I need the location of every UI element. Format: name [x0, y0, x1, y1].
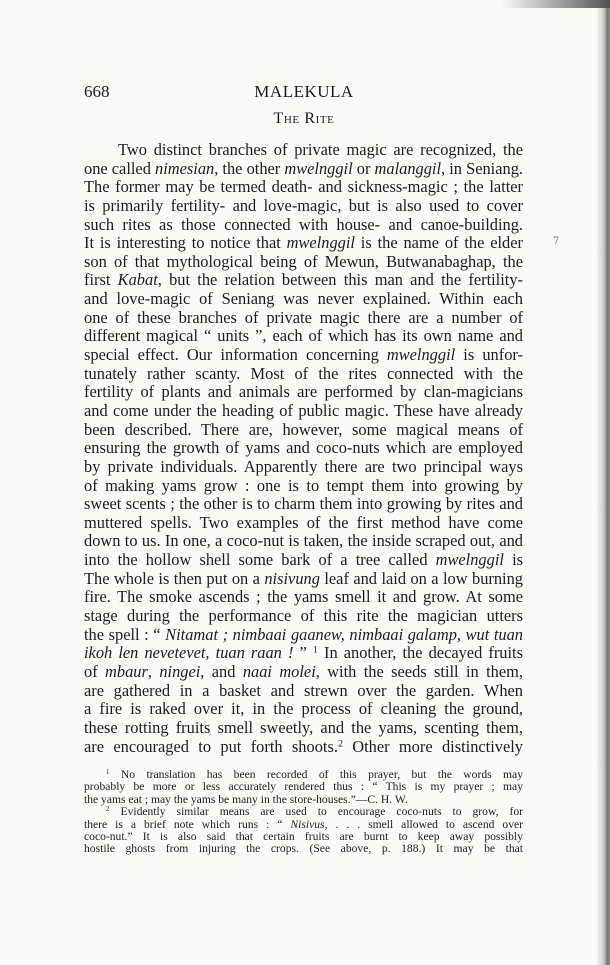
body-line — [84, 141, 523, 160]
body-line — [84, 719, 523, 738]
text-run: ensuring the growth of yams and coco-nuts which are employed — [84, 439, 523, 458]
footnote-line — [84, 843, 523, 855]
footnotes — [84, 769, 523, 856]
body-line — [84, 644, 523, 663]
text-run: leaf and laid on a low burning — [319, 569, 523, 588]
italic-term: nisivung — [264, 569, 320, 588]
body-line — [84, 477, 523, 496]
italic-term: Nitamat ; nimbaai gaanew, nimbaai galamp, wut tuan — [165, 625, 523, 644]
text-run: first — [84, 271, 118, 290]
text-run: different magical “ units ”, each of which has its own name and — [84, 327, 523, 346]
text-run: Other more distinctively — [342, 737, 523, 756]
body-line — [84, 607, 523, 626]
text-run: into the hollow shell some bark of a tree called — [84, 551, 436, 570]
footnote-marker: 1 — [312, 644, 318, 656]
body-text — [84, 141, 523, 756]
text-run: special effect. Our information concerning — [84, 346, 387, 365]
body-line — [84, 626, 523, 645]
body-line — [84, 700, 523, 719]
body-line — [84, 309, 523, 328]
footnote-line — [84, 769, 523, 781]
footnote-line — [84, 806, 523, 818]
text-run: such rites as those connected with house- and canoe-building. — [84, 215, 523, 234]
body-line — [84, 663, 523, 682]
body-line — [84, 495, 523, 514]
body-line — [84, 253, 523, 272]
text-run: the yams eat ; may the yams be many in the store-houses.”—C. H. W. — [84, 793, 408, 806]
italic-term: mbaur — [105, 662, 148, 681]
body-line — [84, 439, 523, 458]
body-line — [84, 178, 523, 197]
text-run: is primarily fertility- and love-magic, but is also used to cover — [84, 196, 523, 215]
text-run: there is a brief note which runs : “ — [84, 818, 291, 831]
text-run: is the name of the elder — [354, 234, 523, 253]
text-run: a fire is raked over it, in the process of cleaning the ground, — [84, 700, 523, 719]
scan-page-edge-shadow — [596, 0, 610, 965]
text-run: , . . . smell allowed to ascend over — [324, 818, 523, 831]
body-line — [84, 514, 523, 533]
text-run: It is interesting to notice that — [84, 234, 287, 253]
body-line — [84, 290, 523, 309]
body-line — [84, 327, 523, 346]
text-run: of — [84, 662, 106, 681]
italic-term: mwelnggil — [286, 234, 355, 253]
footnote-marker: 1 — [106, 769, 110, 777]
body-line — [84, 458, 523, 477]
text-run: ” — [293, 644, 313, 663]
text-run: fertility of plants and animals are performed by clan-magicians — [84, 383, 523, 402]
footnote-line — [84, 794, 523, 806]
body-line — [84, 365, 523, 384]
footnote-line — [84, 819, 523, 831]
italic-term: mwelnggil — [386, 346, 456, 365]
text-run: Evidently similar means are used to encourage coco-nuts to grow, for — [109, 806, 523, 819]
italic-term: malanggil — [374, 159, 442, 178]
footnote-line — [84, 831, 523, 843]
text-run: , and — [200, 662, 243, 681]
text-run: one called — [84, 159, 156, 178]
text-run: or — [352, 159, 375, 178]
italic-term: mwelnggil — [284, 159, 353, 178]
body-line — [84, 216, 523, 235]
scan-top-edge-shadow — [500, 0, 610, 8]
text-run: , the other — [214, 159, 285, 178]
body-line — [84, 346, 523, 365]
text-run: of making yams grow : one is to tempt them into growing by — [84, 476, 523, 495]
page-number: 668 — [84, 82, 110, 101]
text-run: sweet scents ; the other is to charm them into growing by rites and — [84, 495, 523, 514]
italic-term: ningei — [159, 662, 201, 681]
italic-term: mwelnggil — [435, 551, 504, 570]
footnote-marker: 2 — [337, 738, 343, 750]
text-run: coco-nut.” It is also said that certain fruits are burnt to keep away possibly — [84, 830, 523, 843]
text-run: tunately rather scanty. Most of the rites connected with the — [84, 364, 523, 383]
text-run: these rotting fruits smell sweetly, and the yams, scenting them, — [84, 718, 523, 737]
text-run: , but the relation between this man and the fertility- — [157, 271, 523, 290]
text-run: , with the seeds still in them, — [315, 662, 523, 681]
text-run: The former may be termed death- and sickness-magic ; the latter — [84, 178, 523, 197]
footnote-marker: 2 — [106, 806, 110, 814]
text-run: one of these branches of private magic there are a number of — [84, 308, 523, 327]
body-line — [84, 570, 523, 589]
text-run: stage during the performance of this rite the magician utters — [84, 607, 523, 626]
text-run: Two distinct branches of private magic are recognized, the — [118, 141, 523, 159]
body-line — [84, 197, 523, 216]
italic-term: nimesian — [155, 159, 215, 178]
text-run: is unfor- — [455, 346, 523, 365]
text-run: , — [147, 662, 160, 681]
section-title: The Rite — [273, 110, 335, 127]
text-run: been described. There are, however, some magical means of — [84, 420, 523, 439]
body-line — [84, 738, 523, 757]
italic-term: ikoh len nevetevet, tuan raan ! — [84, 644, 294, 663]
body-line — [84, 402, 523, 421]
text-run: are gathered in a basket and strewn over the garden. When — [84, 681, 523, 700]
text-run: are encouraged to put forth shoots. — [84, 737, 338, 756]
body-line — [84, 588, 523, 607]
margin-mark: 7 — [553, 236, 560, 247]
italic-term: naai molei — [242, 662, 316, 681]
body-line — [84, 271, 523, 290]
body-line — [84, 383, 523, 402]
text-run: the spell : “ — [84, 625, 166, 644]
italic-term: Kabat — [117, 271, 158, 290]
text-run: is — [512, 551, 523, 570]
italic-term: Nisivus — [290, 818, 325, 831]
text-run: probably be more or less accurately rendered thus : “ This is my prayer ; may — [84, 781, 523, 794]
body-line — [84, 421, 523, 440]
text-run: muttered spells. Two examples of the first method have come — [84, 513, 523, 532]
text-run: by private individuals. Apparently there are two principal ways — [84, 457, 523, 476]
text-run: No translation has been recorded of this prayer, but the words may — [109, 769, 523, 781]
body-line — [84, 532, 523, 551]
text-run: hostile ghosts from injuring the crops. (See above, p. 188.) It may be that — [84, 843, 523, 856]
body-line — [84, 551, 523, 570]
text-run: The whole is then put on a — [84, 569, 265, 588]
body-line — [84, 682, 523, 701]
text-run: In another, the decayed fruits — [317, 644, 523, 663]
body-line — [84, 234, 523, 253]
text-run: , in Seniang. — [441, 159, 523, 178]
text-run: son of that mythological being of Mewun, Butwanabaghap, the — [84, 252, 523, 271]
running-title: MALEKULA — [254, 82, 354, 101]
text-run: and come under the heading of public magic. These have already — [84, 401, 523, 420]
text-run: and love-magic of Seniang was never explained. Within each — [84, 290, 523, 309]
footnote-line — [84, 781, 523, 793]
running-header — [84, 82, 524, 102]
text-run: down to us. In one, a coco-nut is taken, the inside scraped out, and — [84, 532, 523, 551]
text-run: fire. The smoke ascends ; the yams smell it and grow. At some — [84, 588, 523, 607]
body-line — [84, 160, 523, 179]
